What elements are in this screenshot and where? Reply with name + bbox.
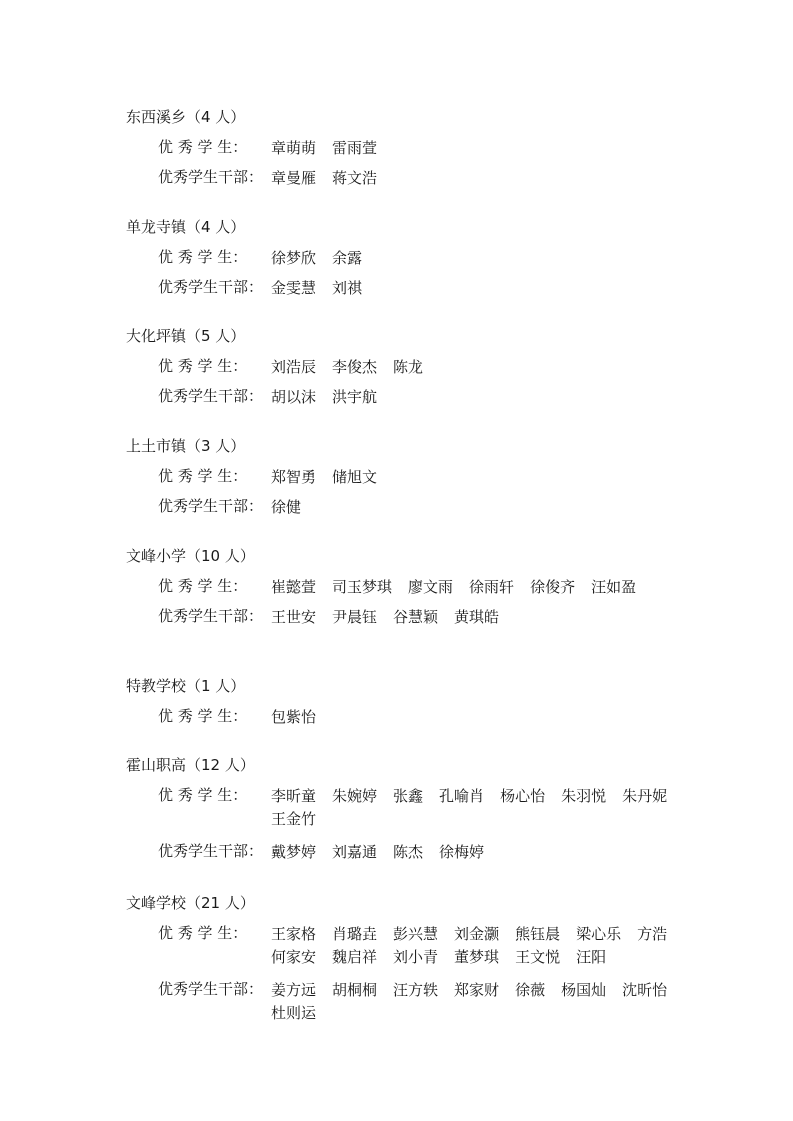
section-heading: 单龙寺镇（4 人） (126, 218, 246, 236)
student-name: 王金竹 (271, 810, 317, 828)
student-name: 徐梦欣 (271, 249, 317, 267)
section-shangtushi (126, 436, 706, 516)
award-row (126, 157, 706, 187)
student-name: 胡桐桐 (332, 981, 378, 999)
award-label: 优秀学生干部： (158, 607, 264, 625)
section-special-education (126, 676, 706, 726)
award-row (126, 376, 706, 406)
award-label: 优秀学生干部： (158, 497, 264, 515)
student-name: 余露 (332, 249, 363, 267)
student-name: 廖文雨 (408, 578, 454, 596)
award-row (126, 486, 706, 516)
student-name: 魏启祥 (332, 948, 378, 966)
section-dahuaping (126, 326, 706, 406)
student-name: 刘金灏 (454, 925, 500, 943)
student-name: 肖璐垚 (332, 925, 378, 943)
student-name: 王世安 (271, 608, 317, 626)
student-name: 陈龙 (393, 358, 424, 376)
student-name: 朱丹妮 (622, 787, 668, 805)
name-list (271, 785, 691, 831)
award-row (126, 831, 706, 861)
section-heading: 东西溪乡（4 人） (126, 108, 246, 126)
student-name: 刘嘉通 (332, 843, 378, 861)
student-name: 朱羽悦 (561, 787, 607, 805)
award-label: 优秀学生干部： (158, 387, 264, 405)
award-label: 优 秀 学 生： (158, 467, 248, 485)
student-name: 李俊杰 (332, 358, 378, 376)
student-name: 胡以沫 (271, 388, 317, 406)
section-heading: 上土市镇（3 人） (126, 437, 246, 455)
student-name: 崔懿萱 (271, 578, 317, 596)
award-label: 优 秀 学 生： (158, 248, 248, 266)
student-name: 章曼雁 (271, 169, 317, 187)
award-label: 优秀学生干部： (158, 168, 264, 186)
student-name: 熊钰晨 (515, 925, 561, 943)
award-label: 优 秀 学 生： (158, 786, 248, 804)
section-heading: 霍山职高（12 人） (126, 756, 255, 774)
student-name: 朱婉婷 (332, 787, 378, 805)
section-danlongsi (126, 217, 706, 297)
student-name: 郑智勇 (271, 468, 317, 486)
award-row (126, 267, 706, 297)
student-name: 黄琪皓 (454, 608, 500, 626)
student-name: 雷雨萱 (332, 139, 378, 157)
name-list (271, 979, 691, 1025)
student-name: 沈昕怡 (622, 981, 668, 999)
student-name: 杜则运 (271, 1004, 317, 1022)
student-name: 汪如盈 (591, 578, 637, 596)
student-name: 蒋文浩 (332, 169, 378, 187)
section-heading: 文峰小学（10 人） (126, 547, 255, 565)
student-name: 徐薇 (515, 981, 546, 999)
student-name: 何家安 (271, 948, 317, 966)
name-list (271, 606, 691, 629)
student-name: 包紫怡 (271, 708, 317, 726)
award-label: 优秀学生干部： (158, 278, 264, 296)
award-label: 优 秀 学 生： (158, 357, 248, 375)
award-label: 优 秀 学 生： (158, 138, 248, 156)
award-label: 优 秀 学 生： (158, 707, 248, 725)
student-name: 张鑫 (393, 787, 424, 805)
student-name: 徐梅婷 (439, 843, 485, 861)
student-name: 杨国灿 (561, 981, 607, 999)
student-name: 王家格 (271, 925, 317, 943)
student-name: 刘祺 (332, 279, 363, 297)
name-list (271, 496, 691, 519)
student-name: 汪阳 (576, 948, 607, 966)
student-name: 谷慧颖 (393, 608, 439, 626)
award-row (126, 566, 706, 596)
student-name: 董梦琪 (454, 948, 500, 966)
student-name: 王文悦 (515, 948, 561, 966)
name-list (271, 923, 691, 969)
award-label: 优秀学生干部： (158, 842, 264, 860)
name-list (271, 706, 691, 729)
name-list (271, 167, 691, 190)
student-name: 李昕童 (271, 787, 317, 805)
section-heading: 特教学校（1 人） (126, 677, 246, 695)
student-name: 郑家财 (454, 981, 500, 999)
award-row (126, 969, 706, 1025)
student-name: 梁心乐 (576, 925, 622, 943)
section-wenfeng-primary (126, 546, 706, 626)
award-row (126, 775, 706, 831)
student-name: 姜方远 (271, 981, 317, 999)
student-name: 陈杰 (393, 843, 424, 861)
section-huoshan-vocational (126, 755, 706, 861)
section-wenfeng-school (126, 893, 706, 1025)
award-label: 优 秀 学 生： (158, 577, 248, 595)
student-name: 洪宇航 (332, 388, 378, 406)
award-row (126, 127, 706, 157)
student-name: 徐雨轩 (469, 578, 515, 596)
section-heading: 大化坪镇（5 人） (126, 327, 246, 345)
student-name: 章萌萌 (271, 139, 317, 157)
section-dongxixi (126, 107, 706, 187)
student-name: 司玉梦琪 (332, 578, 393, 596)
section-heading: 文峰学校（21 人） (126, 894, 255, 912)
student-name: 刘浩辰 (271, 358, 317, 376)
student-name: 方浩 (637, 925, 668, 943)
name-list (271, 277, 691, 300)
award-row (126, 596, 706, 626)
student-name: 徐健 (271, 498, 302, 516)
student-name: 孔喻肖 (439, 787, 485, 805)
award-row (126, 346, 706, 376)
award-row (126, 237, 706, 267)
student-name: 彭兴慧 (393, 925, 439, 943)
student-name: 戴梦婷 (271, 843, 317, 861)
award-label: 优 秀 学 生： (158, 924, 248, 942)
award-label: 优秀学生干部： (158, 980, 264, 998)
name-list (271, 386, 691, 409)
student-name: 储旭文 (332, 468, 378, 486)
student-name: 金雯慧 (271, 279, 317, 297)
student-name: 汪方轶 (393, 981, 439, 999)
name-list (271, 841, 691, 864)
student-name: 杨心怡 (500, 787, 546, 805)
student-name: 刘小青 (393, 948, 439, 966)
student-name: 徐俊齐 (530, 578, 576, 596)
award-row (126, 456, 706, 486)
award-row (126, 913, 706, 969)
student-name: 尹晨钰 (332, 608, 378, 626)
award-row (126, 696, 706, 726)
